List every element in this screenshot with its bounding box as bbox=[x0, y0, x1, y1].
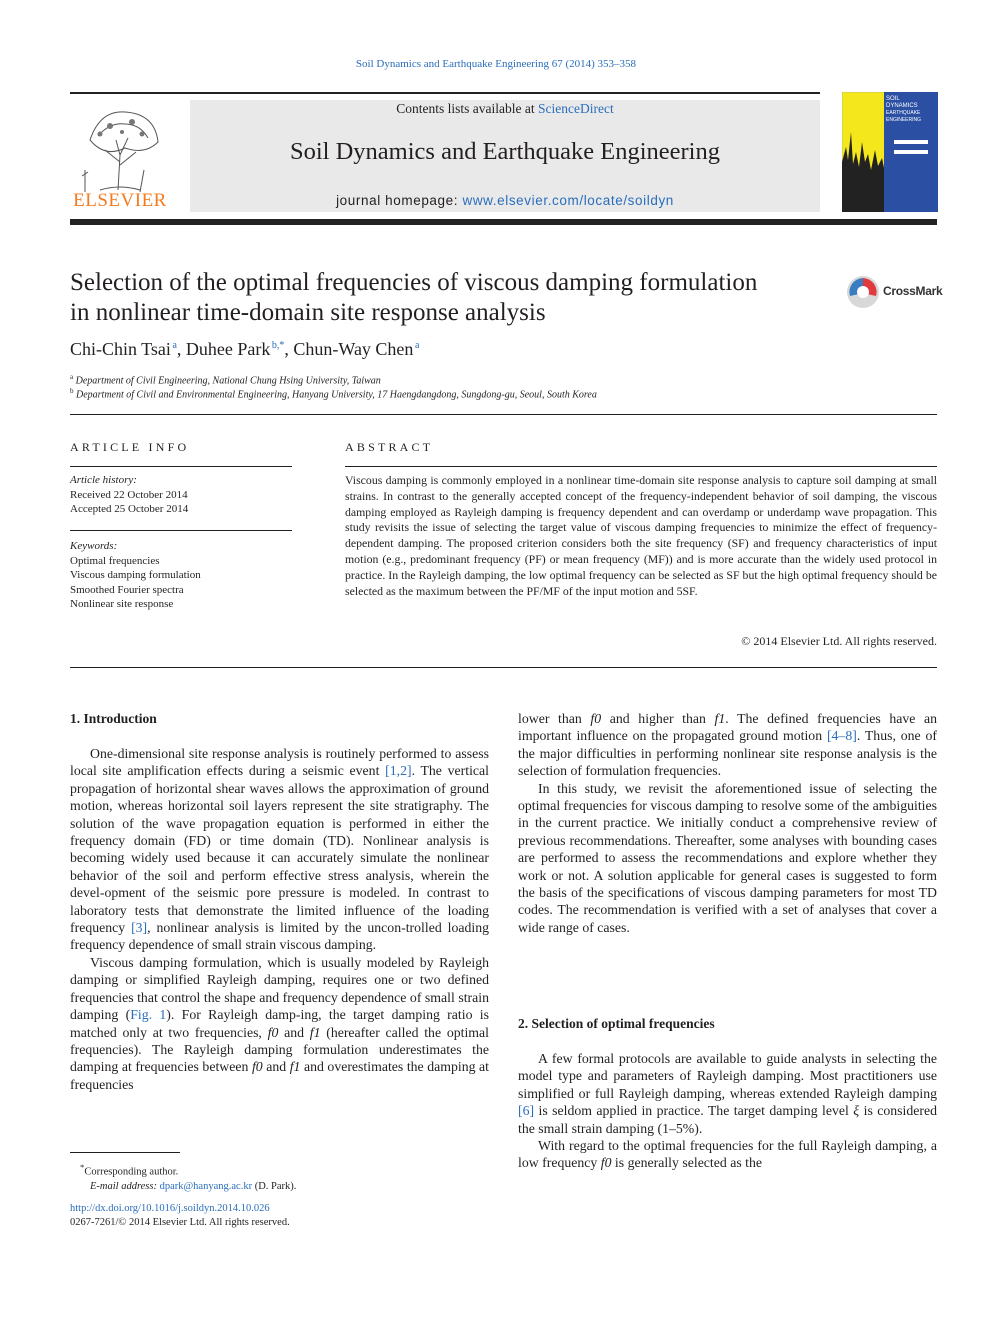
history-label: Article history: bbox=[70, 474, 137, 486]
contents-line bbox=[190, 101, 820, 117]
right-column-body bbox=[518, 710, 937, 936]
doi-block bbox=[70, 1202, 470, 1230]
paper-title bbox=[70, 268, 830, 328]
title-line-1: Selection of the optimal frequencies of viscous damping formulation bbox=[70, 269, 758, 296]
divider bbox=[70, 530, 292, 531]
section-heading-selection: 2. Selection of optimal frequencies bbox=[518, 1016, 715, 1031]
divider bbox=[345, 466, 937, 467]
elsevier-logo bbox=[70, 100, 170, 212]
journal-cover-thumbnail[interactable] bbox=[842, 92, 938, 212]
abstract-heading: ABSTRACT bbox=[345, 440, 434, 454]
homepage-label: journal homepage: bbox=[336, 193, 463, 208]
accepted-date: Accepted 25 October 2014 bbox=[70, 503, 189, 515]
intro-paragraph-3: lower than f0 and higher than f1. The defined frequencies have an important influence on the propagated ground motion [4–8]. Thus, one of the major difficulties in performing nonlinear site response analysis is the selection of formulation frequencies. bbox=[518, 711, 938, 779]
header-top-rule bbox=[70, 92, 820, 94]
keyword: Nonlinear site response bbox=[70, 598, 174, 610]
homepage-line bbox=[190, 193, 820, 208]
keywords-label: Keywords: bbox=[70, 540, 118, 552]
section-2-paragraph-1: A few formal protocols are available to guide analysts in selecting the model type and parameters of Rayleigh damping. Most practitioners use simplified or full Rayleigh damping, whereas extended Rayleigh damping [6] is seldom applied in practice. The target damping level ξ is considered the small strain damping (1–5%). bbox=[518, 1051, 937, 1136]
email-link[interactable]: dpark@hanyang.ac.kr bbox=[159, 1180, 253, 1192]
keyword: Optimal frequencies bbox=[70, 554, 160, 567]
left-column-body bbox=[70, 745, 489, 1093]
received-date: Received 22 October 2014 bbox=[70, 488, 188, 501]
header-bottom-rule bbox=[70, 219, 937, 225]
journal-reference[interactable]: Soil Dynamics and Earthquake Engineering 67 (2014) 353–358 bbox=[355, 58, 637, 70]
crossmark-icon bbox=[845, 274, 881, 310]
abstract-copyright: © 2014 Elsevier Ltd. All rights reserved. bbox=[741, 634, 937, 648]
cover-title-1: SOIL bbox=[886, 96, 900, 102]
cover-title-2: DYNAMICS bbox=[886, 103, 918, 109]
abstract-text: Viscous damping is commonly employed in a nonlinear time-domain site response analysis to capture soil damping at small strains. In contrast to the generally accepted concept of the frequency-independent behavior of soil damping, the viscous damping employed as Rayleigh damping is frequency dependent and can overdamp or underdamp wave propagation. This study revisits the issue of selecting the target value of viscous damping frequencies to minimize the effect of frequency-dependent damping. The proposed criterion considers both the site frequency (SF) and frequency characteristics of input motion (e.g., predominant frequency (PF) or mean frequency (MF)) and is more accurate than the widely used protocol in practice. In the Rayleigh damping, the low optimal frequency can be selected as SF but the high optimal frequency should be selected as the maximum between the PF/MF of the input motion and 5SF. bbox=[345, 473, 937, 598]
citation-link[interactable]: [3] bbox=[131, 920, 148, 936]
author-list: Chi-Chin Tsai $^a$, Duhee Park $^{b,*}$, Chun-Way Chen $^a$ bbox=[70, 339, 420, 359]
cover-title-3: EARTHQUAKE bbox=[886, 110, 921, 116]
email-note: E-mail address: dpark@hanyang.ac.kr (D. Park). bbox=[90, 1180, 297, 1192]
divider bbox=[70, 414, 937, 415]
footnotes bbox=[80, 1160, 480, 1194]
footnote-rule bbox=[70, 1152, 180, 1153]
article-info-heading: ARTICLE INFO bbox=[70, 440, 190, 454]
citation-link[interactable]: [4–8] bbox=[826, 728, 857, 744]
section-2-paragraph-2: With regard to the optimal frequencies for the full Rayleigh damping, a low frequency f0 is generally selected as the bbox=[518, 1138, 937, 1171]
author-2[interactable]: Duhee Park $^{b,*}$ bbox=[185, 339, 285, 359]
author-1[interactable]: Chi-Chin Tsai $^a$ bbox=[70, 339, 177, 359]
keyword: Smoothed Fourier spectra bbox=[70, 583, 184, 596]
homepage-link[interactable]: www.elsevier.com/locate/soildyn bbox=[462, 193, 674, 208]
keyword: Viscous damping formulation bbox=[70, 569, 201, 581]
cover-title-4: ENGINEERING bbox=[886, 117, 922, 123]
affiliation-a: $^a$ Department of Civil Engineering, National Chung Hsing University, Taiwan bbox=[70, 373, 381, 387]
crossmark-label: CrossMark bbox=[883, 284, 943, 298]
article-history bbox=[70, 473, 292, 517]
contents-prefix: Contents lists available at bbox=[396, 101, 538, 116]
journal-title: Soil Dynamics and Earthquake Engineering bbox=[290, 138, 720, 165]
intro-paragraph-1: One-dimensional site response analysis is routinely performed to assess local site amplification effects during a seismic event [1,2]. The vertical propagation of horizontal shear waves allows the approximation of ground motion, whereas horizontal soil layers represent the site stratigraphy. The solution of the wave propagation equation is performed in either the frequency domain (FD) or time domain (TD). Nonlinear analysis is becoming widely used because it can accurately simulate the nonlinear behavior of the soil and perform effective stress analysis, wherein the devel-opment of the seismic pore pressure is modeled. In contrast to laboratory tests that demonstrate the limited influence of the loading frequency [3], nonlinear analysis is limited by the uncon-trolled loading frequency dependence of small strain viscous damping. bbox=[70, 746, 489, 953]
citation-link[interactable]: [1,2] bbox=[385, 763, 412, 779]
crossmark-badge[interactable] bbox=[845, 274, 945, 310]
title-line-2: in nonlinear time-domain site response analysis bbox=[70, 299, 546, 326]
figure-link[interactable]: Fig. 1 bbox=[130, 1007, 167, 1023]
sciencedirect-link[interactable]: ScienceDirect bbox=[538, 101, 614, 116]
section-heading-introduction: 1. Introduction bbox=[70, 711, 157, 726]
divider bbox=[70, 466, 292, 467]
divider bbox=[70, 667, 937, 668]
affiliation-b: $^b$ Department of Civil and Environmental Engineering, Hanyang University, 17 Haengdangdong, Sungdong-gu, Seoul, South Korea bbox=[70, 387, 597, 401]
section-2-body bbox=[518, 1050, 937, 1172]
intro-paragraph-4: In this study, we revisit the aforementioned issue of selecting the optimal frequencies for viscous damping to resolve some of the ambiguities in the current practice. We initially conduct a comprehensive review of previous recommendations. Thereafter, some analyses with bounding cases are performed to assess the recommendations and explore whether they work or not. A solution applicable for general cases is suggested to form the basis of the specifications of viscous damping parameters for most TD codes. The recommendation is verified with a set of analyses that cover a wide range of cases. bbox=[518, 780, 937, 935]
citation-link[interactable]: [6] bbox=[518, 1103, 535, 1119]
elsevier-wordmark: ELSEVIER bbox=[73, 190, 167, 211]
intro-paragraph-2: Viscous damping formulation, which is usually modeled by Rayleigh damping or simplified Rayleigh damping, requires one or two defined frequencies that control the shape and frequency dependence of small strain damping (Fig. 1). For Rayleigh damp-ing, the target damping ratio is matched only at two frequencies, f0 and f1 (hereafter called the optimal frequencies). The Rayleigh damping formulation underestimates the damping at frequencies between f0 and f1 and overestimates the damping at frequencies bbox=[70, 954, 489, 1092]
keywords-block bbox=[70, 539, 292, 612]
doi-link[interactable]: http://dx.doi.org/10.1016/j.soildyn.2014.10.026 bbox=[70, 1203, 270, 1214]
corresponding-author-note: *Corresponding author. bbox=[80, 1162, 179, 1178]
author-3[interactable]: Chun-Way Chen $^a$ bbox=[293, 339, 420, 359]
issn-copyright: 0267-7261/© 2014 Elsevier Ltd. All rights reserved. bbox=[70, 1217, 290, 1228]
